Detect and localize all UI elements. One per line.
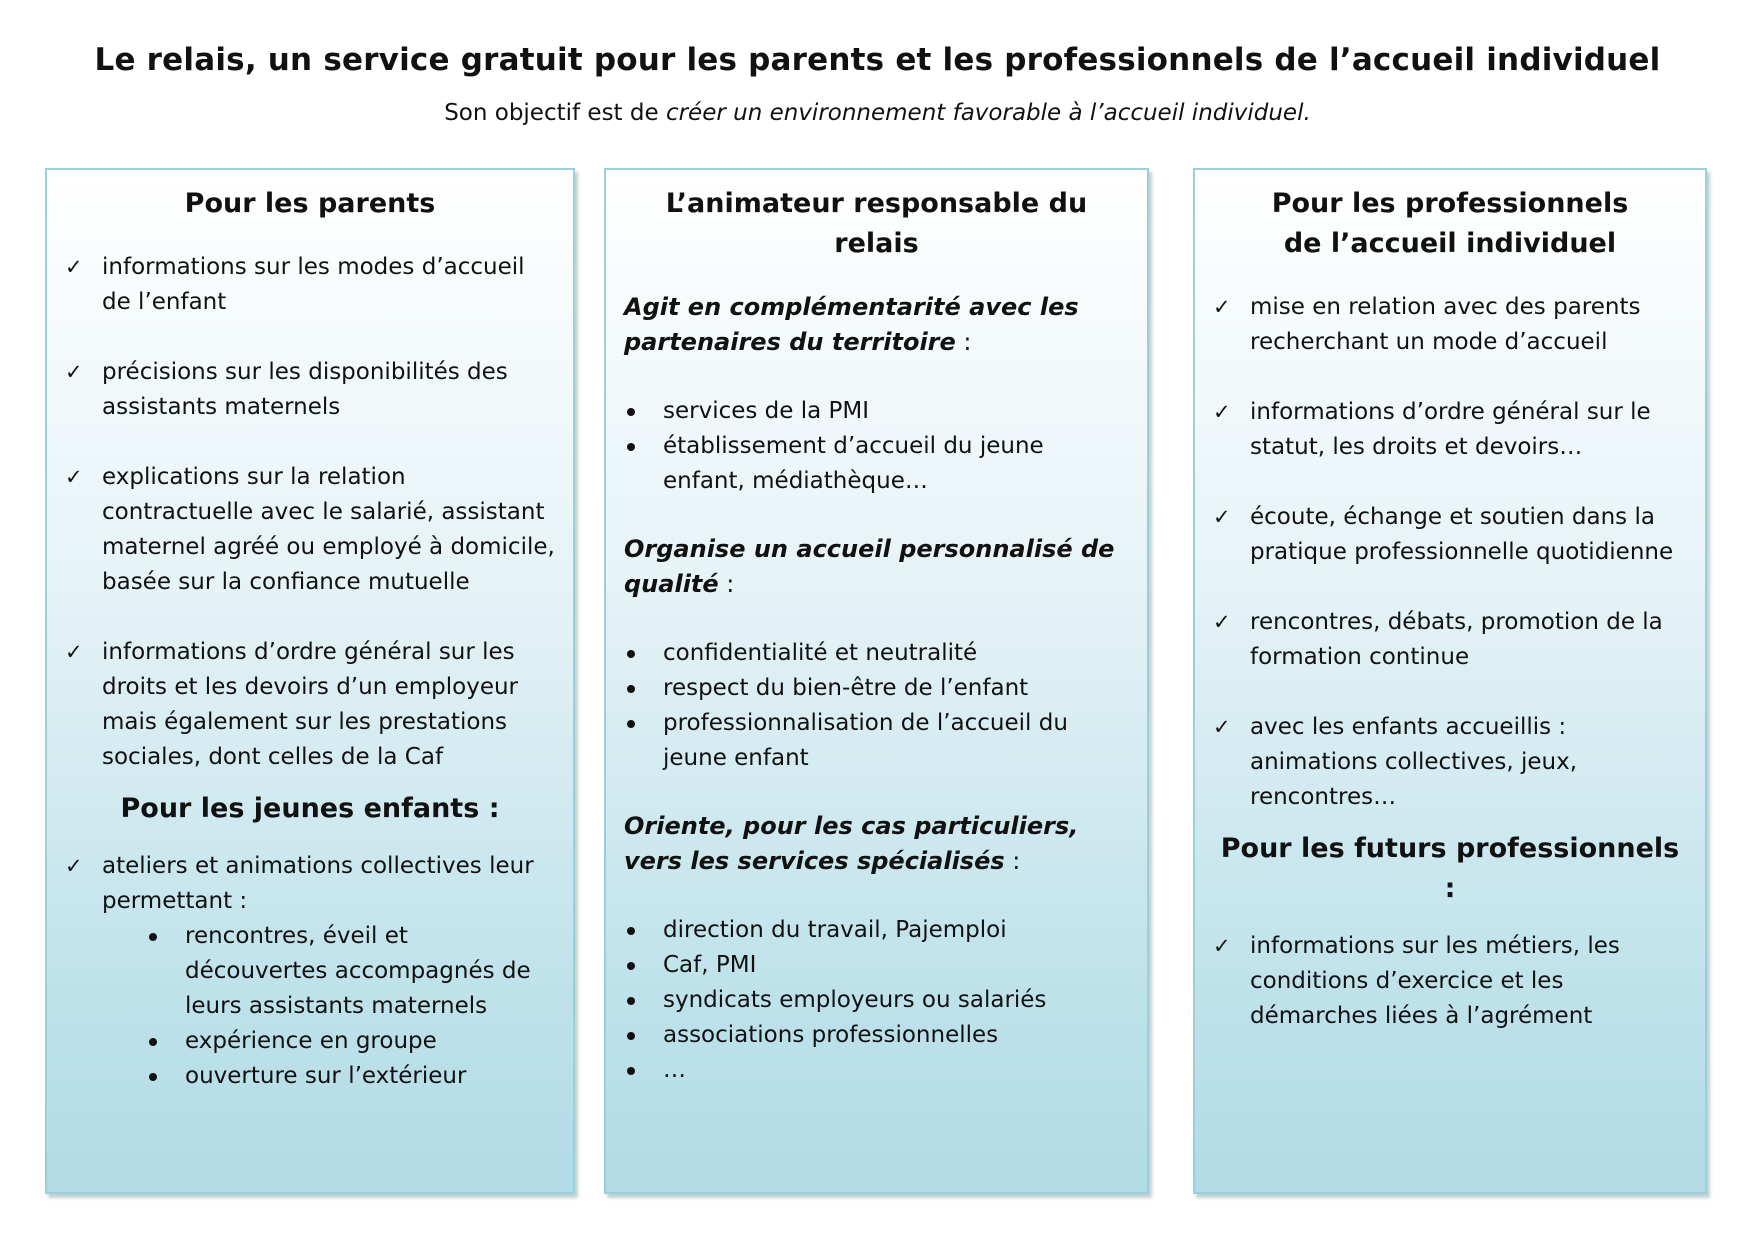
children-sublist <box>146 919 555 1094</box>
list-item-text: ateliers et animations collectives leur permettant : <box>102 853 534 914</box>
bullet-icon <box>627 1032 635 1040</box>
pros-heading-line1: Pour les professionnels <box>1271 188 1629 219</box>
parents-heading: Pour les parents <box>184 188 436 219</box>
animateur-heading: L’animateur responsable du relais <box>665 188 1088 259</box>
list-item-text: informations sur les modes d’accueil de l’enfant <box>102 254 525 315</box>
pros-list <box>1213 290 1687 815</box>
section-title <box>624 290 1129 360</box>
list-item <box>624 983 1129 1018</box>
list-item <box>65 460 555 600</box>
list-item <box>1213 929 1687 1034</box>
section-title-text: Oriente, pour les cas particuliers, vers les services spécialisés <box>624 812 1079 875</box>
check-icon: ✓ <box>1213 400 1231 424</box>
bullet-icon <box>627 720 635 728</box>
list-item <box>1213 395 1687 465</box>
list-item-text: mise en relation avec des parents recherchant un mode d’accueil <box>1250 294 1641 355</box>
children-heading: Pour les jeunes enfants : <box>120 793 500 824</box>
check-icon: ✓ <box>65 854 83 878</box>
list-item-text: précisions sur les disponibilités des assistants maternels <box>102 359 508 420</box>
list-item-text: explications sur la relation contractuelle avec le salarié, assistant maternel agréé ou employé à domicile, basée sur la confiance mutuelle <box>102 464 555 595</box>
list-item <box>624 913 1129 948</box>
list-item-text: écoute, échange et soutien dans la pratique professionnelle quotidienne <box>1250 504 1674 565</box>
list-item <box>1213 290 1687 360</box>
list-item <box>146 1024 555 1059</box>
check-icon: ✓ <box>65 465 83 489</box>
check-icon: ✓ <box>1213 295 1231 319</box>
pros-heading <box>1213 184 1687 264</box>
check-icon: ✓ <box>1213 715 1231 739</box>
children-list <box>65 849 555 1094</box>
pros-panel <box>1193 168 1707 1194</box>
bullet-icon <box>627 685 635 693</box>
parents-list <box>65 250 555 775</box>
list-item-text: direction du travail, Pajemploi <box>663 917 1007 943</box>
list-item-text: rencontres, éveil et découvertes accompagnés de leurs assistants maternels <box>185 923 531 1019</box>
section-list <box>624 636 1129 776</box>
animateur-section <box>624 809 1129 1088</box>
list-item <box>624 429 1129 499</box>
list-item-text: ouverture sur l’extérieur <box>185 1063 467 1089</box>
section-title-colon: : <box>1004 847 1021 875</box>
list-item-text: Caf, PMI <box>663 952 757 978</box>
animateur-section <box>624 532 1129 776</box>
section-title-colon: : <box>718 570 735 598</box>
bullet-icon <box>627 962 635 970</box>
list-item-text: rencontres, débats, promotion de la formation continue <box>1250 609 1663 670</box>
section-title-text: Agit en complémentarité avec les partenaires du territoire <box>624 293 1079 356</box>
futurs-heading: Pour les futurs professionnels : <box>1220 833 1680 904</box>
check-icon: ✓ <box>1213 934 1231 958</box>
bullet-icon <box>627 1067 635 1075</box>
list-item-text: associations professionnelles <box>663 1022 999 1048</box>
list-item-text: respect du bien-être de l’enfant <box>663 675 1029 701</box>
list-item-text: expérience en groupe <box>185 1028 437 1054</box>
list-item <box>624 1053 1129 1088</box>
parents-panel <box>45 168 575 1194</box>
list-item <box>65 635 555 775</box>
futurs-list <box>1213 929 1687 1034</box>
list-item-text: informations d’ordre général sur le statut, les droits et devoirs… <box>1250 399 1651 460</box>
list-item <box>65 849 555 1094</box>
section-title <box>624 532 1129 602</box>
check-icon: ✓ <box>1213 505 1231 529</box>
list-item-text: confidentialité et neutralité <box>663 640 978 666</box>
check-icon: ✓ <box>65 640 83 664</box>
bullet-icon <box>627 997 635 1005</box>
list-item <box>624 948 1129 983</box>
page-subtitle <box>0 100 1755 126</box>
list-item <box>65 355 555 425</box>
bullet-icon <box>149 933 157 941</box>
list-item <box>624 636 1129 671</box>
list-item-text: informations sur les métiers, les conditions d’exercice et les démarches liées à l’agrément <box>1250 933 1620 1029</box>
list-item <box>1213 710 1687 815</box>
section-list <box>624 394 1129 499</box>
subtitle-emphasis: créer un environnement favorable à l’accueil individuel. <box>665 100 1311 126</box>
section-title-text: Organise un accueil personnalisé de qualité <box>624 535 1115 598</box>
section-title-colon: : <box>955 328 972 356</box>
pros-heading-line2: de l’accueil individuel <box>1283 228 1617 259</box>
check-icon: ✓ <box>1213 610 1231 634</box>
list-item <box>624 1018 1129 1053</box>
list-item-text: … <box>663 1057 686 1083</box>
check-icon: ✓ <box>65 360 83 384</box>
list-item <box>65 250 555 320</box>
list-item-text: établissement d’accueil du jeune enfant, médiathèque… <box>663 433 1044 494</box>
section-title <box>624 809 1129 879</box>
list-item <box>146 919 555 1024</box>
animateur-section <box>624 290 1129 499</box>
check-icon: ✓ <box>65 255 83 279</box>
list-item <box>1213 500 1687 570</box>
list-item-text: avec les enfants accueillis : animations collectives, jeux, rencontres… <box>1250 714 1578 810</box>
list-item <box>624 394 1129 429</box>
animateur-panel <box>604 168 1149 1194</box>
bullet-icon <box>149 1038 157 1046</box>
list-item-text: services de la PMI <box>663 398 870 424</box>
bullet-icon <box>627 408 635 416</box>
list-item-text: syndicats employeurs ou salariés <box>663 987 1047 1013</box>
list-item <box>624 706 1129 776</box>
list-item-text: informations d’ordre général sur les droits et les devoirs d’un employeur mais également sur les prestations sociales, dont celles de la Caf <box>102 639 518 770</box>
bullet-icon <box>627 650 635 658</box>
list-item <box>146 1059 555 1094</box>
bullet-icon <box>627 927 635 935</box>
list-item-text: professionnalisation de l’accueil du jeune enfant <box>663 710 1068 771</box>
list-item <box>624 671 1129 706</box>
subtitle-prefix: Son objectif est de <box>444 100 666 126</box>
bullet-icon <box>149 1073 157 1081</box>
list-item <box>1213 605 1687 675</box>
page-title: Le relais, un service gratuit pour les parents et les professionnels de l’accueil individuel <box>94 42 1661 78</box>
bullet-icon <box>627 443 635 451</box>
section-list <box>624 913 1129 1088</box>
